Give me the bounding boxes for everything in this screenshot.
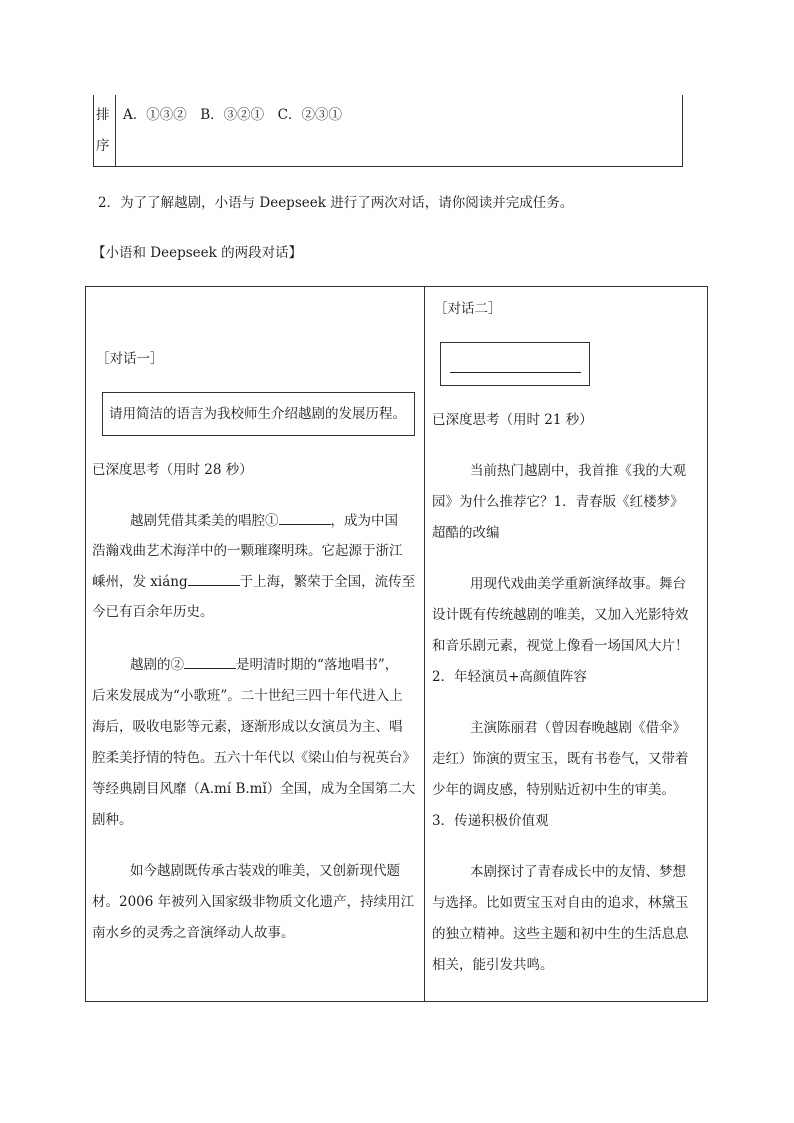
dialogue-one-p2-line4: 腔柔美抒情的特色。五六十年代以《梁山伯与祝英台》 <box>92 750 416 766</box>
dialogue-two-line: 设计既有传统越剧的唯美，又加入光影特效 <box>432 607 689 623</box>
dialogue-two-line: 的独立精神。这些主题和初中生的生活息息 <box>432 926 689 942</box>
dialogue-one-p1-line1 <box>130 506 398 536</box>
dialogue-two-line: 与选择。比如贾宝玉对自由的追求，林黛玉 <box>432 895 689 911</box>
dialogue-one-prompt: 请用简洁的语言为我校师生介绍越剧的发展历程。 <box>109 406 406 422</box>
p1-line3-a: 嵊州，发 xiáng <box>92 574 188 590</box>
blank-2 <box>184 652 236 669</box>
sort-label-char2: 序 <box>96 138 110 154</box>
dialogue-one-p2-line2: 后来发展成为“小歌班”。二十世纪三四十年代进入上 <box>92 688 403 704</box>
dialogue-two-heading-3: 3．传递积极价值观 <box>432 813 549 829</box>
dialogue-two-line: 园》为什么推荐它？1．青春版《红楼梦》 <box>432 494 684 510</box>
dialogue-one-p2-line1 <box>130 650 398 680</box>
blank-xiang <box>188 569 240 586</box>
table-border-label <box>115 95 116 167</box>
dialogue-one-p2-line5: 等经典剧目风靡（A.mí B.mǐ）全国，成为全国第二大 <box>92 781 416 797</box>
dialogue-two-line: 走红）饰演的贾宝玉，既有书卷气，又带着 <box>432 751 689 767</box>
section-title: 【小语和 Deepseek 的两段对话】 <box>92 245 303 261</box>
p2-line1-a: 越剧的② <box>130 657 184 673</box>
dialogue-one-p3-line3: 南水乡的灵秀之音演绎动人故事。 <box>92 925 295 941</box>
dialogue-one-p3-line1: 如今越剧既传承古装戏的唯美，又创新现代题 <box>130 863 400 879</box>
dialogue-two-line: 相关，能引发共鸣。 <box>432 957 554 973</box>
blank-1 <box>279 508 331 525</box>
p1-line1-a: 越剧凭借其柔美的唱腔① <box>130 513 279 529</box>
dialogue-one-thinking: 已深度思考（用时 28 秒） <box>92 462 253 478</box>
dialogue-two-line: 和音乐剧元素，视觉上像看一场国风大片！ <box>432 638 689 654</box>
dialogue-two-line: 本剧探讨了青春成长中的友情、梦想 <box>470 864 686 880</box>
dialogue-two-line: 超酷的改编 <box>432 525 500 541</box>
dialogue-one-p1-line4: 今已有百余年历史。 <box>92 604 214 620</box>
dialogue-two-prompt-box <box>440 342 590 386</box>
table-border-right <box>682 95 683 167</box>
dialogue-two-title: ［对话二］ <box>434 301 502 317</box>
dialogue-two-line: 主演陈丽君（曾因春晚越剧《借伞》 <box>470 720 686 736</box>
table-border-bottom <box>93 166 683 167</box>
dialogue-table-divider <box>424 286 425 1002</box>
table-border-left <box>93 95 94 167</box>
dialogue-two-heading-2: 2．年轻演员+高颜值阵容 <box>432 669 587 685</box>
dialogue-one-p1-line3 <box>92 567 415 597</box>
question-2-prompt: 2．为了了解越剧，小语与 Deepseek 进行了两次对话，请你阅读并完成任务。 <box>98 195 574 211</box>
dialogue-two-thinking: 已深度思考（用时 21 秒） <box>432 412 593 428</box>
sort-options: A．①③② B．③②① C．②③① <box>123 107 342 123</box>
dialogue-two-line: 少年的调皮感，特别贴近初中生的审美。 <box>432 782 675 798</box>
dialogue-two-line: 当前热门越剧中，我首推《我的大观 <box>470 463 686 479</box>
p1-line3-b: 于上海，繁荣于全国，流传至 <box>239 574 416 590</box>
dialogue-two-prompt-blank <box>450 372 581 373</box>
dialogue-one-p2-line3: 海后，吸收电影等元素，逐渐形成以女演员为主、唱 <box>92 719 403 735</box>
dialogue-one-p1-line2: 浩瀚戏曲艺术海洋中的一颗璀璨明珠。它起源于浙江 <box>92 543 403 559</box>
dialogue-one-p2-line6: 剧种。 <box>92 812 133 828</box>
sort-label-char1: 排 <box>96 107 110 123</box>
dialogue-two-line: 用现代戏曲美学重新演绎故事。舞台 <box>470 576 686 592</box>
dialogue-one-title: ［对话一］ <box>96 351 164 367</box>
p2-line1-b: 是明清时期的“落地唱书”， <box>236 657 399 673</box>
dialogue-one-p3-line2: 材。2006 年被列入国家级非物质文化遗产，持续用江 <box>92 894 415 910</box>
p1-line1-b: ，成为中国 <box>330 513 398 529</box>
